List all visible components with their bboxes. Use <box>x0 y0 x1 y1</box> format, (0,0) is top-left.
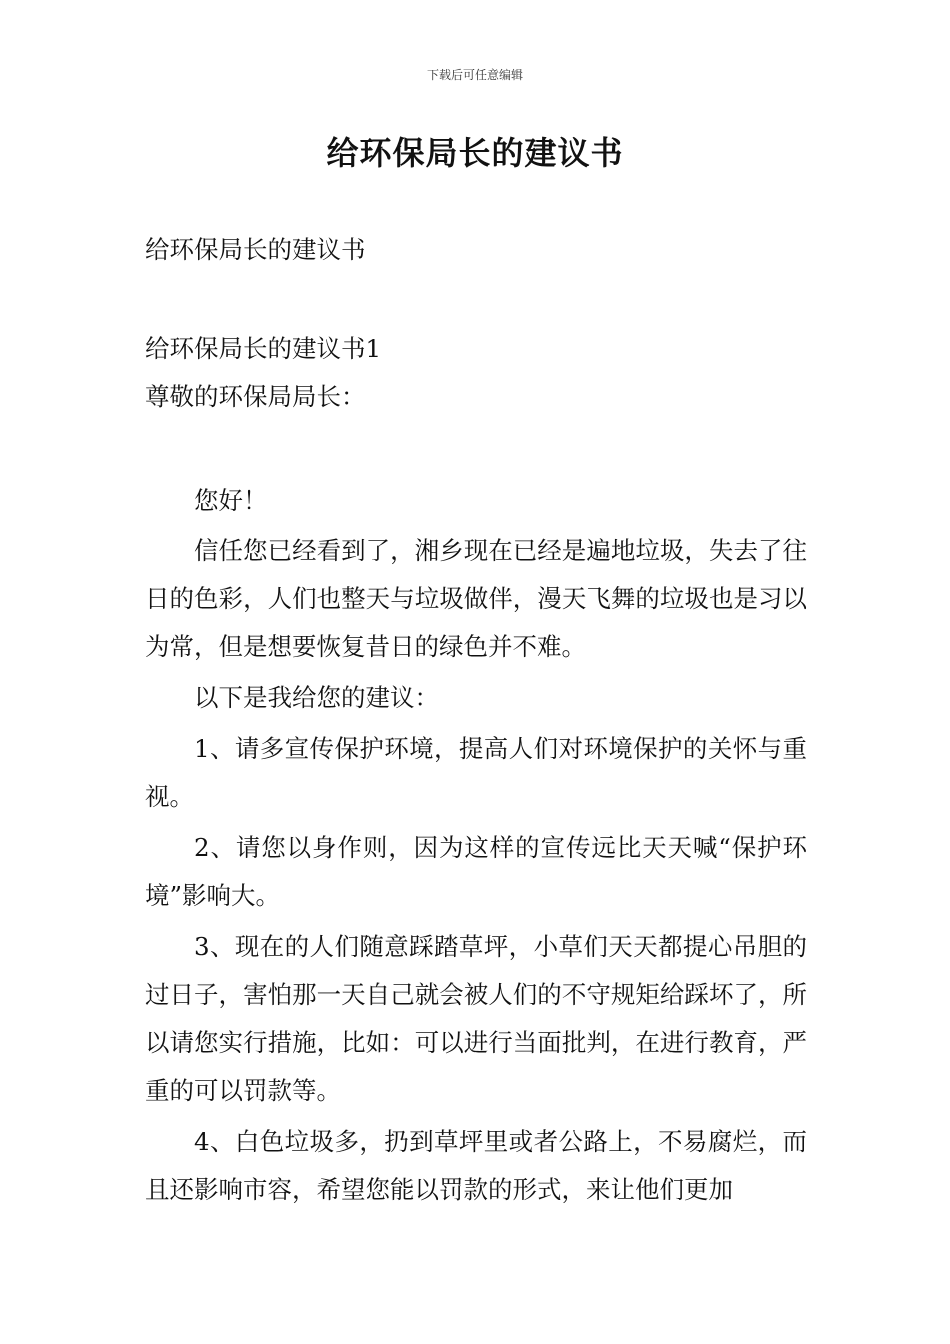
paragraph: 2、请您以身作则，因为这样的宣传远比天天喊“保护环境”影响大。 <box>145 833 807 910</box>
paragraph: 3、现在的人们随意踩踏草坪，小草们天天都提心吊胆的过日子，害怕那一天自己就会被人们的不守规矩给踩坏了，所以请您实行措施，比如：可以进行当面批判，在进行教育，严重的可以罚款等。 <box>145 932 807 1105</box>
header-note: 下载后可任意编辑 <box>426 68 523 82</box>
salutation <box>145 373 807 421</box>
greeting: 您好！ <box>194 486 268 515</box>
page-title: 给环保局长的建议书 <box>326 134 624 172</box>
paragraph: 信任您已经看到了，湘乡现在已经是遍地垃圾，失去了往日的色彩，人们也整天与垃圾做伴，漫天飞舞的垃圾也是习以为常，但是想要恢复昔日的绿色并不难。 <box>145 536 807 661</box>
paragraph: 以下是我给您的建议： <box>194 683 439 712</box>
letter-body <box>145 477 807 1217</box>
subtitle-text: 给环保局长的建议书 <box>145 235 366 264</box>
salutation-text: 尊敬的环保局局长： <box>145 382 366 411</box>
paragraph: 1、请多宣传保护环境，提高人们对环境保护的关怀与重视。 <box>145 734 807 811</box>
paragraph: 4、白色垃圾多，扔到草坪里或者公路上，不易腐烂，而且还影响市容，希望您能以罚款的形式，来让他们更加 <box>145 1127 807 1204</box>
section-heading <box>145 325 807 373</box>
document-subtitle <box>145 226 807 274</box>
section-heading-text: 给环保局长的建议书1 <box>145 334 382 363</box>
